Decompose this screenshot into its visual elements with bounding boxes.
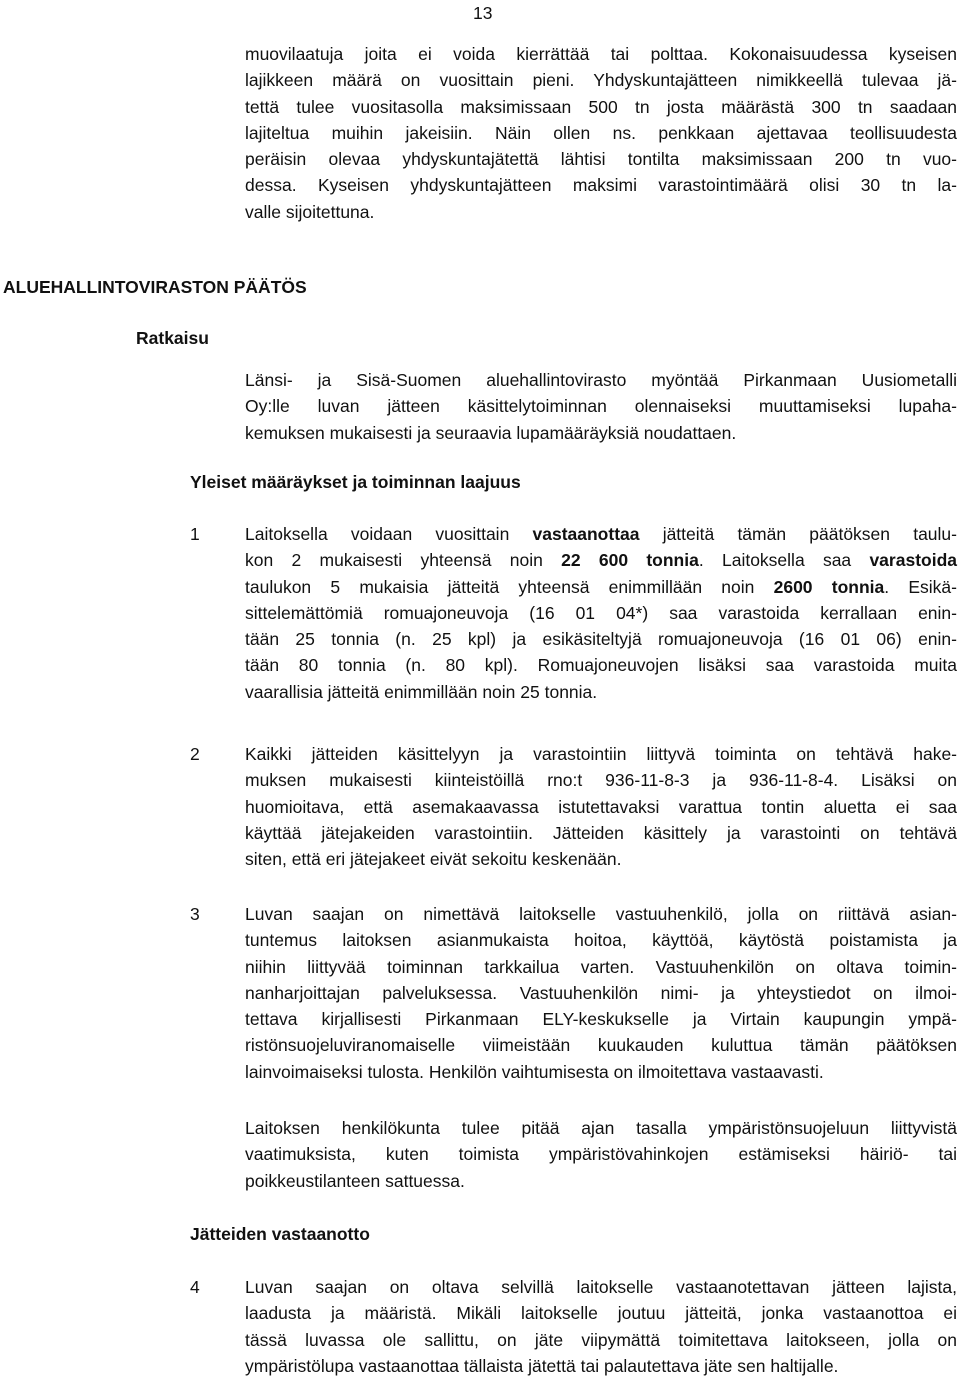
text-line: muksen mukaisesti kiinteistöillä rno:t 936-11-8-3 ja 936-11-8-4. Lisäksi on — [245, 770, 957, 791]
intro-paragraph — [245, 41, 957, 225]
bold-term: 2600 tonnia — [773, 576, 885, 597]
text-line: ympäristölupa vastaanottaa tällaista jätettä tai palautettava jäte sen haltijalle. — [245, 1355, 839, 1376]
text-line: valle sijoitettuna. — [245, 201, 375, 222]
text-segment: taulukon 5 mukaisia jätteitä yhteensä enimmillään noin — [245, 576, 774, 597]
text-line — [245, 574, 957, 600]
page-number: 13 — [473, 3, 493, 23]
text-line: Luvan saajan on nimettävä laitokselle vastuuhenkilö, jolla on riittävä asian- — [245, 904, 957, 924]
text-line: Kaikki jätteiden käsittelyyn ja varastointiin liittyvä toiminta on tehtävä hake- — [245, 744, 957, 764]
text-line: niihin liittyvää toiminnan tarkkailua varten. Vastuuhenkilön on oltava toimin- — [245, 956, 957, 977]
bold-term: 22 600 tonnia — [561, 550, 699, 571]
item-number: 3 — [190, 904, 200, 924]
item-2-paragraph — [245, 741, 957, 872]
text-segment: kon 2 mukaisesti yhteensä noin — [245, 550, 562, 571]
item-number: 2 — [190, 744, 200, 764]
item-number: 4 — [190, 1277, 200, 1297]
text-line: vaatimuksista, kuten toimista ympäristövahinkojen estämiseksi häiriö- tai — [245, 1144, 957, 1165]
text-line: käyttää jätejakeiden varastointiin. Jätteiden käsittely ja varastointi on tehtävä — [245, 822, 957, 843]
text-line: lajikkeen määrä on vuosittain pieni. Yhdyskuntajätteen nimikkeellä tulevaa jä- — [245, 70, 957, 91]
text-line: vaarallisia jätteitä enimmillään noin 25 tonnia. — [245, 681, 598, 702]
text-segment: . Esikä- — [884, 576, 957, 597]
text-line: nanharjoittajan palveluksessa. Vastuuhenkilön nimi- ja yhteystiedot on ilmoi- — [245, 982, 957, 1003]
text-line: lainvoimaiseksi tulosta. Henkilön vaihtumisesta on ilmoitettava vastaavasti. — [245, 1061, 824, 1082]
text-segment: Laitoksella voidaan vuosittain — [245, 524, 533, 544]
text-line: tässä luvassa ole sallittu, on jäte viipymättä toimitettava laitokseen, jolla on — [245, 1329, 957, 1350]
text-line: sittelemättömiä romuajoneuvoja (16 01 04*) saa varastoida kerrallaan enin- — [245, 602, 957, 623]
bold-term: varastoida — [869, 550, 957, 571]
text-line: siten, että eri jätejakeet eivät sekoitu keskenään. — [245, 849, 622, 870]
text-line: dessa. Kyseisen yhdyskuntajätteen maksimi varastointimäärä olisi 30 tn la- — [245, 175, 957, 196]
text-line: huomioitava, että asemakaavassa istutettavaksi varattua tontin aluetta ei saa — [245, 796, 957, 817]
item-4-paragraph — [245, 1274, 957, 1379]
text-line: Länsi- ja Sisä-Suomen aluehallintovirasto myöntää Pirkanmaan Uusiometalli — [245, 370, 957, 390]
section-heading-waste-reception: Jätteiden vastaanotto — [190, 1224, 370, 1244]
bold-term: vastaanottaa — [532, 524, 640, 544]
text-line: tään 80 tonnia (n. 80 kpl). Romuajoneuvojen lisäksi saa varastoida muita — [245, 655, 957, 676]
main-heading: ALUEHALLINTOVIRASTON PÄÄTÖS — [3, 277, 307, 297]
text-line: laadusta ja määristä. Mikäli laitokselle joutuu jätteitä, jonka vastaanottoa ei — [245, 1303, 957, 1324]
item-1-paragraph — [245, 521, 957, 705]
text-line: Luvan saajan on oltava selvillä laitokselle vastaanotettavan jätteen lajista, — [245, 1277, 957, 1297]
text-line: poikkeustilanteen sattuessa. — [245, 1170, 465, 1191]
text-line — [245, 521, 957, 547]
text-line: tuntemus laitoksen asianmukaista hoitoa, käyttöä, käytöstä poistamista ja — [245, 930, 957, 951]
text-line: kemuksen mukaisesti ja seuraavia lupamääräyksiä noudattaen. — [245, 422, 737, 443]
text-line: lajiteltua muihin jakeisiin. Näin ollen ns. penkkaan ajettavaa teollisuudesta — [245, 122, 957, 143]
text-line: ristönsuojeluviranomaiselle viimeistään kuukauden kuluttua tämän päätöksen — [245, 1035, 957, 1056]
text-line: muovilaatuja joita ei voida kierrättää tai polttaa. Kokonaisuudessa kyseisen — [245, 44, 957, 64]
item-3-paragraph — [245, 901, 957, 1085]
sub-heading-ratkaisu: Ratkaisu — [136, 328, 209, 348]
text-line: tettä tulee vuositasolla maksimissaan 500 tn josta määrästä 300 tn saadaan — [245, 96, 957, 117]
ratkaisu-paragraph — [245, 367, 957, 446]
text-line: Laitoksen henkilökunta tulee pitää ajan tasalla ympäristönsuojeluun liittyvistä — [245, 1118, 957, 1138]
text-line: peräisin olevaa yhdyskuntajätettä lähtisi tontilta maksimissaan 200 tn vuo- — [245, 149, 957, 170]
item-3-extra-paragraph — [245, 1115, 957, 1194]
item-number: 1 — [190, 524, 200, 544]
text-segment: jätteitä tämän päätöksen taulu- — [639, 524, 957, 544]
text-line: Oy:lle luvan jätteen käsittelytoiminnan olennaiseksi muuttamiseksi lupaha- — [245, 396, 957, 417]
text-line: tään 25 tonnia (n. 25 kpl) ja esikäsiteltyjä romuajoneuvoja (16 01 06) enin- — [245, 629, 957, 650]
text-line: tettava kirjallisesti Pirkanmaan ELY-keskukselle ja Virtain kaupungin ympä- — [245, 1009, 957, 1030]
section-heading-general: Yleiset määräykset ja toiminnan laajuus — [190, 472, 521, 492]
text-line — [245, 547, 957, 573]
text-segment: . Laitoksella saa — [698, 550, 870, 571]
